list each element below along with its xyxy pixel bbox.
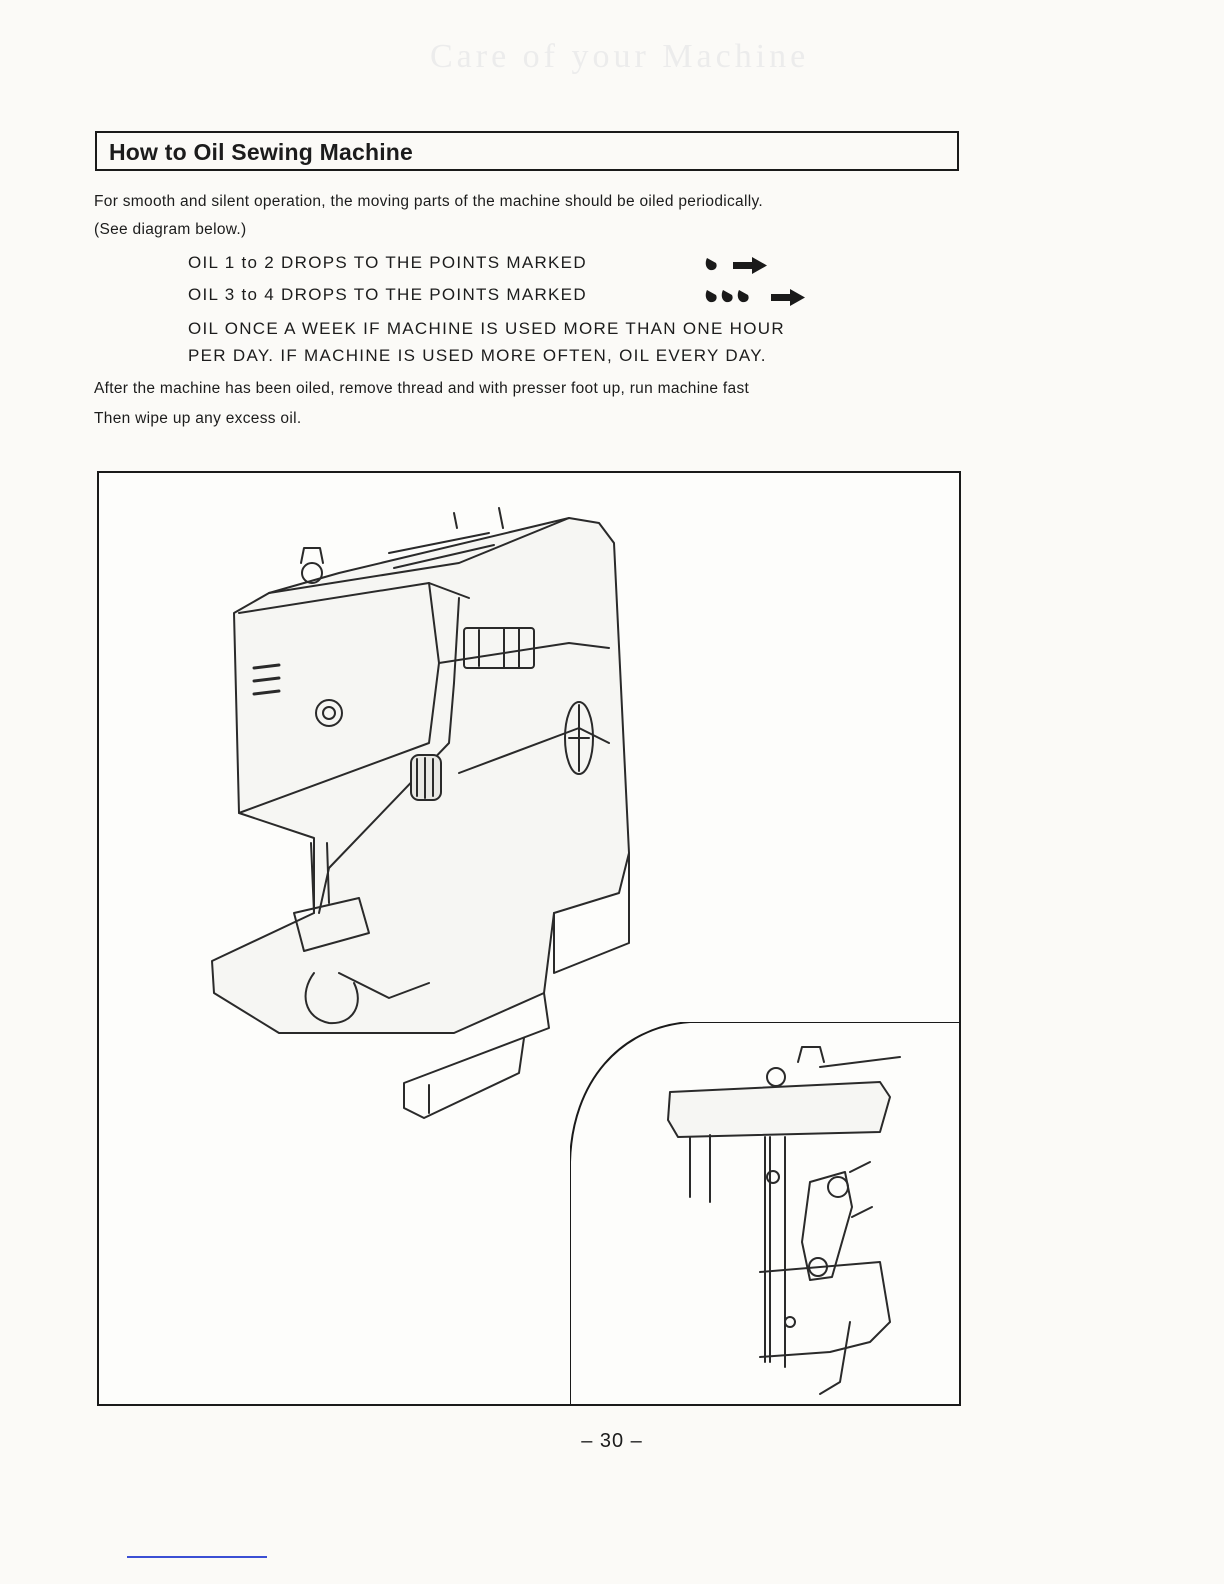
three-oil-drops-arrow-icon xyxy=(703,286,811,308)
after-oiling-line-1: After the machine has been oiled, remove thread and with presser foot up, run machine fast xyxy=(94,380,750,397)
instruction-frequency-line-2: PER DAY. IF MACHINE IS USED MORE OFTEN, OIL EVERY DAY. xyxy=(188,346,767,365)
instruction-three-to-four-drops: OIL 3 to 4 DROPS TO THE POINTS MARKED xyxy=(188,285,587,304)
instruction-frequency-line-1: OIL ONCE A WEEK IF MACHINE IS USED MORE THAN ONE HOUR xyxy=(188,319,785,338)
scan-artifact-line xyxy=(127,1556,267,1558)
section-title: How to Oil Sewing Machine xyxy=(109,139,414,165)
intro-line-2: (See diagram below.) xyxy=(94,221,247,238)
instruction-one-to-two-drops: OIL 1 to 2 DROPS TO THE POINTS MARKED xyxy=(188,253,587,272)
needle-bar-mechanism-icon xyxy=(570,1022,962,1406)
oil-drop-arrow-icon xyxy=(703,254,773,276)
section-title-box xyxy=(95,131,959,171)
intro-line-1: For smooth and silent operation, the moving parts of the machine should be oiled periodically. xyxy=(94,193,763,210)
bleed-through-header: Care of your Machine xyxy=(430,38,810,75)
after-oiling-line-2: Then wipe up any excess oil. xyxy=(94,410,302,427)
page-number: – 30 – xyxy=(581,1430,643,1452)
needle-bar-inset xyxy=(570,1022,962,1406)
